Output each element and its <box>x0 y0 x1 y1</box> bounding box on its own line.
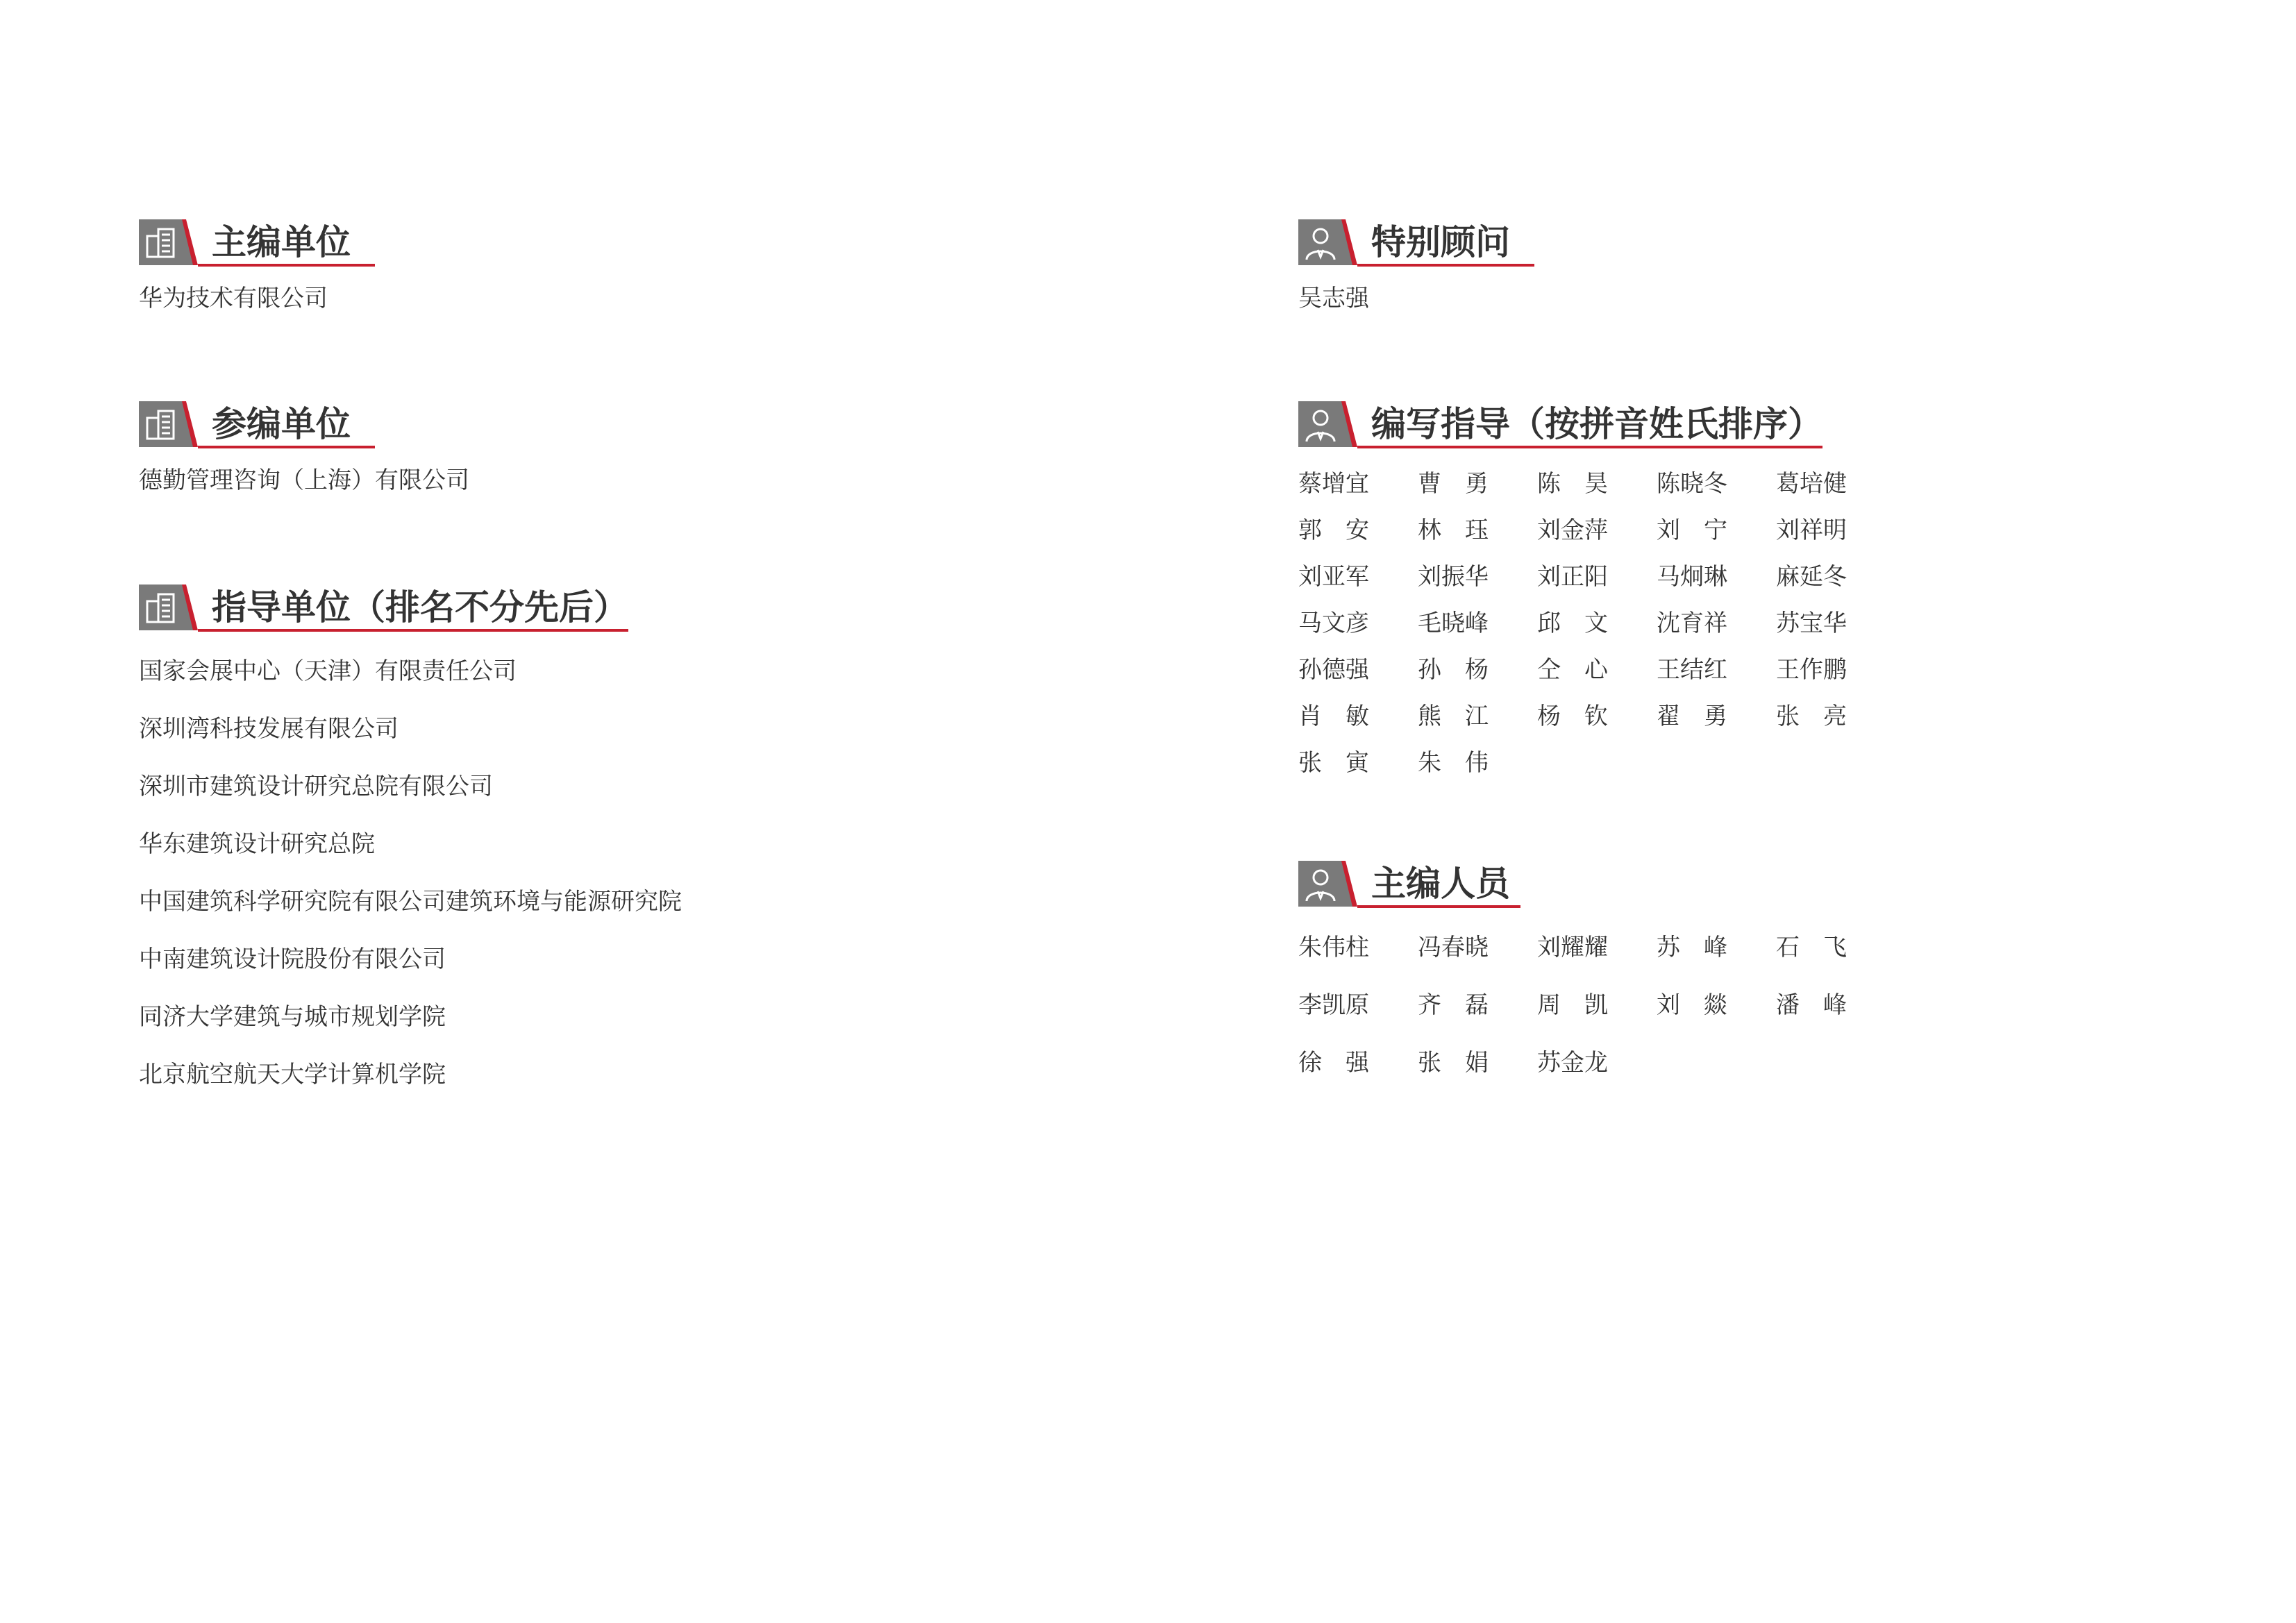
name-item: 马炯琳 <box>1657 563 1727 591</box>
guide-org-header <box>139 585 682 633</box>
name-item: 林 珏 <box>1418 516 1489 544</box>
name-item: 刘亚军 <box>1298 563 1369 591</box>
editors-section <box>1298 861 1895 1092</box>
name-item: 刘 宁 <box>1657 516 1727 544</box>
list-item: 深圳市建筑设计研究总院有限公司 <box>139 773 493 800</box>
org-list <box>139 461 469 495</box>
name-item: 苏金龙 <box>1537 1049 1608 1077</box>
name-item: 陈晓冬 <box>1657 470 1727 498</box>
name-item: 邱 文 <box>1537 609 1608 637</box>
title-underline <box>198 264 375 267</box>
name-item: 马文彦 <box>1298 609 1369 637</box>
org-list <box>139 279 328 313</box>
list-item: 同济大学建筑与城市规划学院 <box>139 1003 446 1031</box>
name-item: 潘 峰 <box>1776 991 1847 1019</box>
name-item: 王作鹏 <box>1776 656 1847 684</box>
name-item: 仝 心 <box>1537 656 1608 684</box>
chief-org-header <box>139 219 351 268</box>
name-item: 朱 伟 <box>1418 749 1489 777</box>
name-item: 沈育祥 <box>1657 609 1727 637</box>
name-item: 张 娟 <box>1418 1049 1489 1077</box>
name-item: 苏宝华 <box>1776 609 1847 637</box>
name-item: 李凯原 <box>1298 991 1369 1019</box>
person-icon <box>1298 861 1357 907</box>
name-item: 翟 勇 <box>1657 703 1727 730</box>
editors-header <box>1298 861 1895 909</box>
name-grid <box>1298 919 1895 1092</box>
name-item: 冯春晓 <box>1418 934 1489 961</box>
building-icon <box>139 401 198 447</box>
co-org-header <box>139 401 469 450</box>
list-item: 华为技术有限公司 <box>139 285 328 312</box>
list-item: 国家会展中心（天津）有限责任公司 <box>139 657 517 685</box>
section-title: 主编单位 <box>212 222 351 262</box>
name-item: 王结红 <box>1657 656 1727 684</box>
section-title: 参编单位 <box>212 404 351 444</box>
name-item: 石 飞 <box>1776 934 1847 961</box>
name-item: 肖 敏 <box>1298 703 1369 730</box>
name-grid <box>1298 461 1895 787</box>
list-item: 北京航空航天大学计算机学院 <box>139 1061 446 1088</box>
name-item: 熊 江 <box>1418 703 1489 730</box>
title-underline <box>1357 264 1534 267</box>
name-item: 刘正阳 <box>1537 563 1608 591</box>
writing-guide-header <box>1298 401 1895 450</box>
section-title: 指导单位（排名不分先后） <box>212 587 628 628</box>
section-title: 特别顾问 <box>1371 222 1510 262</box>
guide-org-section <box>139 585 682 1104</box>
person-icon <box>1298 401 1357 447</box>
name-item: 刘耀耀 <box>1537 934 1608 961</box>
person-icon <box>1298 219 1357 265</box>
name-item: 麻延冬 <box>1776 563 1847 591</box>
name-item: 齐 磊 <box>1418 991 1489 1019</box>
building-icon <box>139 219 198 265</box>
name-list <box>1298 279 1369 313</box>
name-item: 郭 安 <box>1298 516 1369 544</box>
name-item: 刘 燚 <box>1657 991 1727 1019</box>
building-icon <box>139 585 198 630</box>
name-item: 杨 钦 <box>1537 703 1608 730</box>
chief-org-section <box>139 219 351 313</box>
name-item: 周 凯 <box>1537 991 1608 1019</box>
name-item: 孙 杨 <box>1418 656 1489 684</box>
advisor-header <box>1298 219 1510 268</box>
list-item: 德勤管理咨询（上海）有限公司 <box>139 466 469 494</box>
name-item: 刘金萍 <box>1537 516 1608 544</box>
title-underline <box>1357 446 1822 448</box>
name-item: 徐 强 <box>1298 1049 1369 1077</box>
name-item: 苏 峰 <box>1657 934 1727 961</box>
title-underline <box>198 629 628 632</box>
name-item: 孙德强 <box>1298 656 1369 684</box>
co-org-section <box>139 401 469 495</box>
name-item: 陈 昊 <box>1537 470 1608 498</box>
name-item: 刘祥明 <box>1776 516 1847 544</box>
list-item: 深圳湾科技发展有限公司 <box>139 715 399 743</box>
name-item: 葛培健 <box>1776 470 1847 498</box>
section-title: 编写指导（按拼音姓氏排序） <box>1371 404 1822 444</box>
name-item: 刘振华 <box>1418 563 1489 591</box>
writing-guide-section <box>1298 401 1895 787</box>
list-item: 中国建筑科学研究院有限公司建筑环境与能源研究院 <box>139 888 682 916</box>
list-item: 吴志强 <box>1298 285 1369 312</box>
list-item: 华东建筑设计研究总院 <box>139 830 375 858</box>
list-item: 中南建筑设计院股份有限公司 <box>139 945 446 973</box>
name-item: 朱伟柱 <box>1298 934 1369 961</box>
name-item: 毛晓峰 <box>1418 609 1489 637</box>
title-underline <box>198 446 375 448</box>
name-item: 张 寅 <box>1298 749 1369 777</box>
org-list <box>139 643 682 1104</box>
title-underline <box>1357 905 1520 908</box>
name-item: 曹 勇 <box>1418 470 1489 498</box>
name-item: 张 亮 <box>1776 703 1847 730</box>
section-title: 主编人员 <box>1371 864 1510 904</box>
advisor-section <box>1298 219 1510 313</box>
name-item: 蔡增宜 <box>1298 470 1369 498</box>
